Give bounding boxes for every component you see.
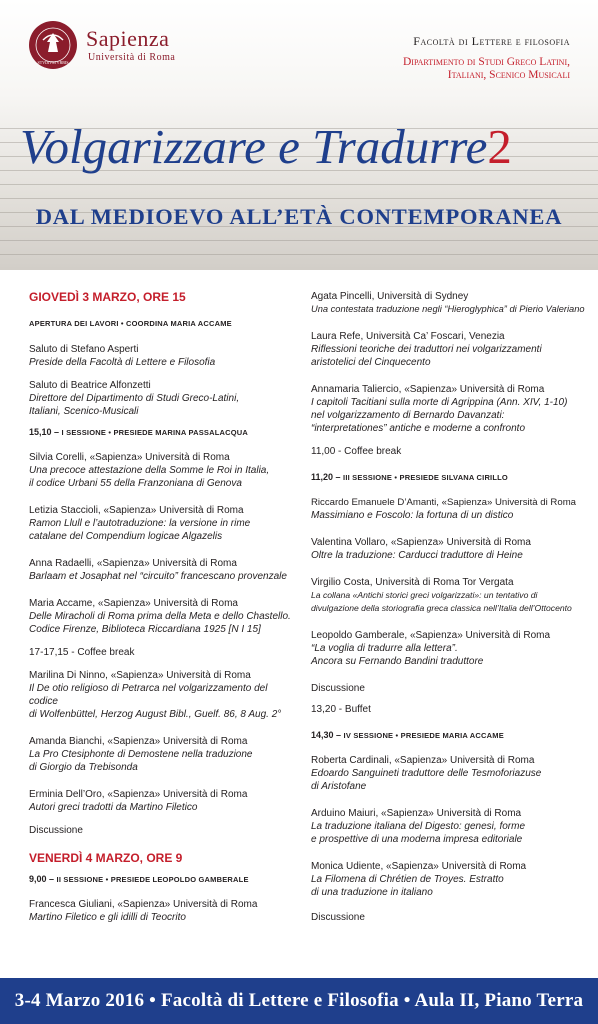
university-subtitle: Università di Roma xyxy=(88,52,176,63)
talk-item: Maria Accame, «Sapienza» Università di Roma Delle Miracholi di Roma prima della Meta e dello Chastello. Codice Firenze, Biblioteca Riccardiana 1925 [N I 15] xyxy=(29,598,291,635)
department-name: Dipartimento di Studi Greco Latini, Italiani, Scenico Musicali xyxy=(402,56,570,81)
program-left-column xyxy=(29,290,291,924)
talk-item: Roberta Cardinali, «Sapienza» Università di Roma Edoardo Sanguineti traduttore delle Tesmoforiazuse di Aristofane xyxy=(311,755,542,792)
sapienza-seal-icon xyxy=(28,20,78,70)
event-title: Volgarizzare e Tradurre2 xyxy=(20,119,512,174)
faculty-name: Facoltà di Lettere e filosofia xyxy=(413,34,570,48)
day-heading-thursday: GIOVEDÌ 3 MARZO, ORE 15 xyxy=(29,290,186,304)
talk-item: Monica Udiente, «Sapienza» Università di Roma La Filomena di Chrétien de Troyes. Estratto di una traduzione in italiano xyxy=(311,861,527,898)
talk-item: Marilina Di Ninno, «Sapienza» Università di Roma Il De otio religioso di Petrarca nel volgarizzamento del codice di Wolfenbüttel, Herzog August Bibl., Guelf. 86, 8 Aug. 2° xyxy=(29,670,282,720)
talk-item: Silvia Corelli, «Sapienza» Università di Roma Una precoce attestazione della Somme le Roi in Italia, il codice Urbani 55 della Franzoniana di Genova xyxy=(29,452,270,489)
talk-item: Erminia Dell’Oro, «Sapienza» Università di Roma Autori greci tradotti da Martino Filetico xyxy=(29,789,248,813)
buffet: 13,20 - Buffet xyxy=(311,704,371,715)
discussion-2: Discussione xyxy=(311,683,365,694)
talk-item: Leopoldo Gamberale, «Sapienza» Università di Roma “La voglia di tradurre alla lettera”. Ancora su Fernando Bandini traduttore xyxy=(311,630,551,667)
discussion-1: Discussione xyxy=(29,825,83,836)
svg-text:STVDIVM VRBIS: STVDIVM VRBIS xyxy=(37,60,69,65)
coffee-break-1: 17-17,15 - Coffee break xyxy=(29,647,135,658)
talk-item: Francesca Giuliani, «Sapienza» Università di Roma Martino Filetico e gli idilli di Teocrito xyxy=(29,899,258,923)
footer-faculty: Facoltà di Lettere e Filosofia xyxy=(160,990,399,1011)
university-name: Sapienza xyxy=(86,26,170,51)
talk-item: Agata Pincelli, Università di Sydney Una contestata traduzione negli “Hieroglyphica” di Pierio Valeriano xyxy=(311,291,585,314)
footer-dates: 3-4 Marzo 2016 xyxy=(14,990,145,1011)
greeting-2: Saluto di Beatrice Alfonzetti Direttore del Dipartimento di Studi Greco-Latini, Italiani, Scenico-Musicali xyxy=(29,380,240,417)
event-edition-number: 2 xyxy=(487,119,512,174)
footer-bar xyxy=(0,978,598,1024)
talk-item: Laura Refe, Università Ca’ Foscari, Venezia Riflessioni teoriche dei traduttori nei volgarizzamenti aristotelici del Cinquecento xyxy=(311,331,542,368)
session-1-heading: 15,10 – I SESSIONE • PRESIEDE MARINA PASSALACQUA xyxy=(29,427,249,437)
greeting-1: Saluto di Stefano Asperti Preside della Facoltà di Lettere e Filosofia xyxy=(29,344,216,368)
talk-item: Valentina Vollaro, «Sapienza» Università di Roma Oltre la traduzione: Carducci traduttore di Heine xyxy=(311,537,531,561)
talk-item: Riccardo Emanuele D’Amanti, «Sapienza» Università di Roma Massimiano e Foscolo: la fortuna di un distico xyxy=(311,497,577,521)
session-2-heading: 9,00 – II SESSIONE • PRESIEDE LEOPOLDO GAMBERALE xyxy=(29,874,249,884)
talk-item: Letizia Staccioli, «Sapienza» Università di Roma Ramon Llull e l’autotraduzione: la versione in rime catalane del Compendium logicae Algazelis xyxy=(29,505,251,542)
talk-item: Anna Radaelli, «Sapienza» Università di Roma Barlaam et Josaphat nel “circuito” francescano provenzale xyxy=(29,558,287,582)
footer-room: Aula II, Piano Terra xyxy=(414,990,584,1011)
talk-item: Arduino Maiuri, «Sapienza» Università di Roma La traduzione italiana del Digesto: genesi, forme e prospettive di una moderna impresa editoriale xyxy=(311,808,526,845)
session-3-heading: 11,20 – III SESSIONE • PRESIEDE SILVANA CIRILLO xyxy=(311,472,508,482)
talk-item: Amanda Bianchi, «Sapienza» Università di Roma La Pro Ctesiphonte di Demostene nella traduzione di Giorgio da Trebisonda xyxy=(29,736,253,773)
talk-item: Virgilio Costa, Università di Roma Tor Vergata La collana «Antichi storici greci volgarizzati»: un tentativo di divulgazione della storiografia greca classica nell’Italia dell’Ottocento xyxy=(311,577,572,613)
event-subtitle: DAL MEDIOEVO ALL’ETÀ CONTEMPORANEA xyxy=(35,204,563,229)
talk-item: Annamaria Taliercio, «Sapienza» Università di Roma I capitoli Tacitiani sulla morte di Agrippina (Ann. XIV, 1-10) nel volgarizzamento di Bernardo Davanzati: “interpretationes” antiche e moderne a confronto xyxy=(311,384,568,434)
program-right-column xyxy=(311,290,585,924)
coffee-break-2: 11,00 - Coffee break xyxy=(311,446,402,457)
day-heading-friday: VENERDÌ 4 MARZO, ORE 9 xyxy=(29,851,183,865)
header-banner xyxy=(0,0,598,270)
session-4-heading: 14,30 – IV SESSIONE • PRESIEDE MARIA ACCAME xyxy=(311,730,504,740)
opening-session: APERTURA DEI LAVORI • COORDINA MARIA ACCAME xyxy=(29,319,232,328)
footer-event-info: 3-4 Marzo 2016 • Facoltà di Lettere e Filosofia • Aula II, Piano Terra xyxy=(14,990,584,1011)
discussion-3: Discussione xyxy=(311,912,365,923)
